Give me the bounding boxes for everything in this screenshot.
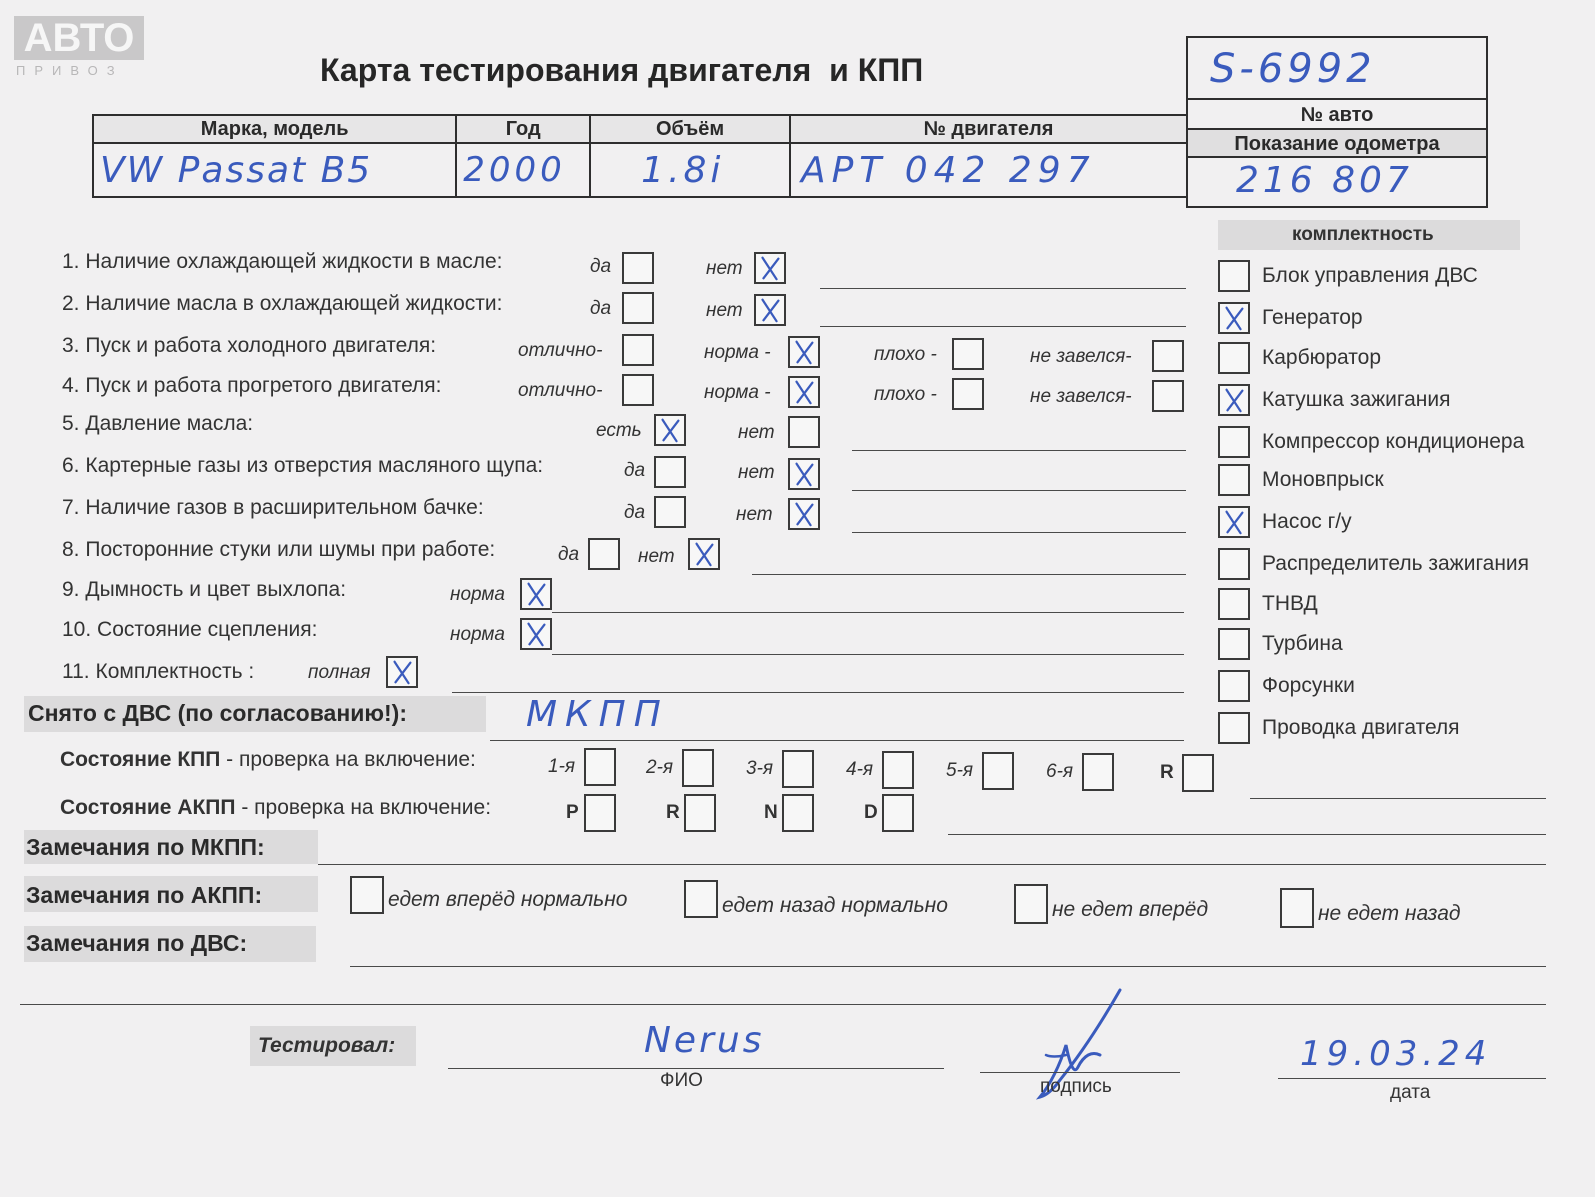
completeness-checkbox-11[interactable] xyxy=(1218,670,1250,702)
signature-line xyxy=(980,1072,1180,1073)
check-x-icon xyxy=(1220,304,1248,332)
completeness-item-label: Генератор xyxy=(1262,306,1363,329)
q3-opt-nostart-label: не завелся- xyxy=(1030,346,1132,367)
question-7: 7. Наличие газов в расширительном бачке: xyxy=(62,496,484,519)
akpp-notes-line xyxy=(948,834,1546,835)
check-x-icon xyxy=(790,338,818,366)
question-9: 9. Дымность и цвет выхлопа: xyxy=(62,578,347,601)
akpp-gear-checkbox[interactable] xyxy=(684,794,716,832)
completeness-checkbox-5[interactable] xyxy=(1218,426,1250,458)
remarks-dvs-label: Замечания по ДВС: xyxy=(26,930,248,956)
q8-opt-no-label: нет xyxy=(638,546,675,567)
completeness-title: комплектность xyxy=(1292,224,1434,245)
q9-notes-line xyxy=(552,612,1184,613)
question-8: 8. Посторонние стуки или шумы при работе: xyxy=(62,538,496,561)
question-10: 10. Состояние сцепления: xyxy=(62,618,318,641)
value-engine-number: APT 042 297 xyxy=(800,149,1096,191)
q6-notes-line xyxy=(852,490,1186,491)
completeness-checkbox-6[interactable] xyxy=(1218,464,1250,496)
check-x-icon xyxy=(790,378,818,406)
removed-label: Снято с ДВС (по согласованию!): xyxy=(28,700,407,726)
akpp-no-forward-checkbox[interactable] xyxy=(1014,884,1048,924)
kpp-gear-checkbox[interactable] xyxy=(782,750,814,788)
kpp-gear-checkbox[interactable] xyxy=(584,748,616,786)
question-1: 1. Наличие охлаждающей жидкости в масле: xyxy=(62,250,503,273)
q2-no-checkbox[interactable] xyxy=(754,294,786,326)
q1-notes-line xyxy=(820,288,1186,289)
akpp-gear-checkbox[interactable] xyxy=(882,794,914,832)
kpp-notes-line xyxy=(1250,798,1546,799)
q4-opt-bad-label: плохо - xyxy=(874,384,937,405)
q6-opt-yes-label: да xyxy=(624,460,646,481)
q10-opt-normal-label: норма xyxy=(450,624,505,645)
date-caption: дата xyxy=(1390,1082,1431,1103)
q7-no-checkbox[interactable] xyxy=(788,498,820,530)
q2-opt-yes-label: да xyxy=(590,298,612,319)
check-x-icon xyxy=(1220,508,1248,536)
tester-name: Nerus xyxy=(644,1020,765,1061)
completeness-item-label: Турбина xyxy=(1262,632,1343,655)
check-x-icon xyxy=(1220,386,1248,414)
remarks-dvs-line-2 xyxy=(20,1004,1546,1005)
q8-opt-yes-label: да xyxy=(558,544,580,565)
kpp-gear-checkbox[interactable] xyxy=(1082,753,1114,791)
completeness-checkbox-7[interactable] xyxy=(1218,506,1250,538)
q4-nostart-checkbox[interactable] xyxy=(1152,380,1184,412)
akpp-gear-label: P xyxy=(566,802,579,823)
q4-normal-checkbox[interactable] xyxy=(788,376,820,408)
completeness-item-label: Насос г/у xyxy=(1262,510,1352,533)
check-x-icon xyxy=(522,620,550,648)
logo xyxy=(14,16,146,76)
test-date: 19.03.24 xyxy=(1300,1034,1492,1074)
kpp-gear-label: R xyxy=(1160,762,1174,783)
check-x-icon xyxy=(790,460,818,488)
check-x-icon xyxy=(522,580,550,608)
q2-yes-checkbox[interactable] xyxy=(622,292,654,324)
q4-bad-checkbox[interactable] xyxy=(952,378,984,410)
akpp-no-back-label: не едет назад xyxy=(1318,902,1461,925)
check-x-icon xyxy=(756,296,784,324)
q3-normal-checkbox[interactable] xyxy=(788,336,820,368)
q4-excellent-checkbox[interactable] xyxy=(622,374,654,406)
question-3: 3. Пуск и работа холодного двигателя: xyxy=(62,334,437,357)
q8-yes-checkbox[interactable] xyxy=(588,538,620,570)
check-x-icon xyxy=(690,540,718,568)
completeness-item-label: Форсунки xyxy=(1262,674,1355,697)
completeness-item-label: Катушка зажигания xyxy=(1262,388,1451,411)
completeness-checkbox-2[interactable] xyxy=(1218,302,1250,334)
check-x-icon xyxy=(756,254,784,282)
q3-opt-normal-label: норма - xyxy=(704,342,771,363)
check-x-icon xyxy=(388,658,416,686)
q7-notes-line xyxy=(852,532,1186,533)
kpp-gear-checkbox[interactable] xyxy=(682,749,714,787)
completeness-item-label: ТНВД xyxy=(1262,592,1318,615)
completeness-checkbox-8[interactable] xyxy=(1218,548,1250,580)
akpp-gear-label: D xyxy=(864,802,878,823)
completeness-item-label: Проводка двигателя xyxy=(1262,716,1460,739)
car-number-value: S-6992 xyxy=(1210,46,1376,92)
q6-opt-no-label: нет xyxy=(738,462,775,483)
q3-bad-checkbox[interactable] xyxy=(952,338,984,370)
col-volume: Объём xyxy=(590,115,790,143)
kpp-gear-label: 5-я xyxy=(946,760,974,781)
completeness-checkbox-1[interactable] xyxy=(1218,260,1250,292)
completeness-checkbox-10[interactable] xyxy=(1218,628,1250,660)
completeness-item-label: Блок управления ДВС xyxy=(1262,264,1478,287)
akpp-gear-label: R xyxy=(666,802,680,823)
q11-opt-full-label: полная xyxy=(308,662,371,683)
q1-opt-yes-label: да xyxy=(590,256,612,277)
q11-notes-line xyxy=(452,692,1184,693)
completeness-item-label: Распределитель зажигания xyxy=(1262,552,1530,575)
akpp-gear-label: N xyxy=(764,802,778,823)
akpp-gear-checkbox[interactable] xyxy=(782,794,814,832)
value-make-model: VW Passat B5 xyxy=(100,149,373,191)
kpp-gear-label: 3-я xyxy=(746,758,774,779)
q7-yes-checkbox[interactable] xyxy=(654,496,686,528)
kpp-gear-label: 1-я xyxy=(548,756,576,777)
page-title: Карта тестирования двигателя и КПП xyxy=(320,52,924,88)
remarks-mkpp-label: Замечания по МКПП: xyxy=(26,834,265,860)
akpp-forward-ok-label: едет вперёд нормально xyxy=(388,888,628,911)
value-year: 2000 xyxy=(463,150,566,190)
q5-yes-checkbox[interactable] xyxy=(654,414,686,446)
completeness-item-label: Компрессор кондиционера xyxy=(1262,430,1525,453)
remarks-dvs-line-1 xyxy=(350,966,1546,967)
q1-opt-no-label: нет xyxy=(706,258,743,279)
q7-opt-no-label: нет xyxy=(736,504,773,525)
signature-caption: подпись xyxy=(1040,1076,1112,1097)
q3-excellent-checkbox[interactable] xyxy=(622,334,654,366)
odometer-label: Показание одометра xyxy=(1188,128,1486,158)
removed-line xyxy=(490,740,1184,741)
q9-opt-normal-label: норма xyxy=(450,584,505,605)
check-x-icon xyxy=(790,500,818,528)
q5-opt-yes-label: есть xyxy=(596,420,642,441)
col-year: Год xyxy=(456,115,590,143)
removed-value: МКПП xyxy=(526,694,669,735)
q8-no-checkbox[interactable] xyxy=(688,538,720,570)
completeness-checkbox-3[interactable] xyxy=(1218,342,1250,374)
question-6: 6. Картерные газы из отверстия масляного щупа: xyxy=(62,454,544,477)
tested-label: Тестировал: xyxy=(258,1034,396,1057)
question-2: 2. Наличие масла в охлаждающей жидкости: xyxy=(62,292,503,315)
car-number-box xyxy=(1186,36,1488,208)
q4-opt-nostart-label: не завелся- xyxy=(1030,386,1132,407)
q6-no-checkbox[interactable] xyxy=(788,458,820,490)
question-4: 4. Пуск и работа прогретого двигателя: xyxy=(62,374,442,397)
logo-sub: ПРИВОЗ xyxy=(16,63,124,78)
q3-opt-excellent-label: отлично- xyxy=(518,340,603,361)
q10-notes-line xyxy=(552,654,1184,655)
q3-nostart-checkbox[interactable] xyxy=(1152,340,1184,372)
akpp-no-forward-label: не едет вперёд xyxy=(1052,898,1209,921)
car-number-label: № авто xyxy=(1188,98,1486,128)
q10-normal-checkbox[interactable] xyxy=(520,618,552,650)
vehicle-info-table xyxy=(92,114,1188,198)
kpp-gear-label: 2-я xyxy=(646,757,674,778)
q1-no-checkbox[interactable] xyxy=(754,252,786,284)
completeness-checkbox-12[interactable] xyxy=(1218,712,1250,744)
kpp-gear-checkbox[interactable] xyxy=(982,752,1014,790)
akpp-gear-checkbox[interactable] xyxy=(584,794,616,832)
value-volume: 1.8i xyxy=(641,149,725,191)
completeness-item-label: Моновпрыск xyxy=(1262,468,1384,491)
q4-opt-normal-label: норма - xyxy=(704,382,771,403)
q3-opt-bad-label: плохо - xyxy=(874,344,937,365)
akpp-back-ok-checkbox[interactable] xyxy=(684,880,718,918)
q5-opt-no-label: нет xyxy=(738,422,775,443)
q5-no-checkbox[interactable] xyxy=(788,416,820,448)
question-11: 11. Комплектность : xyxy=(62,660,255,683)
akpp-label: Состояние АКПП - проверка на включение: xyxy=(60,796,492,819)
q4-opt-excellent-label: отлично- xyxy=(518,380,603,401)
name-line xyxy=(448,1068,944,1069)
name-caption: ФИО xyxy=(660,1070,703,1091)
odometer-value: 216 807 xyxy=(1236,160,1413,201)
kpp-gear-checkbox[interactable] xyxy=(1182,754,1214,792)
logo-main: АВТО xyxy=(14,16,144,60)
akpp-no-back-checkbox[interactable] xyxy=(1280,888,1314,928)
date-line xyxy=(1278,1078,1546,1079)
col-engine-number: № двигателя xyxy=(790,115,1187,143)
akpp-back-ok-label: едет назад нормально xyxy=(722,894,948,917)
q5-notes-line xyxy=(852,450,1186,451)
akpp-forward-ok-checkbox[interactable] xyxy=(350,876,384,914)
q7-opt-yes-label: да xyxy=(624,502,646,523)
remarks-mkpp-line xyxy=(318,864,1546,865)
kpp-gear-label: 6-я xyxy=(1046,761,1074,782)
kpp-gear-checkbox[interactable] xyxy=(882,751,914,789)
question-5: 5. Давление масла: xyxy=(62,412,254,435)
completeness-item-label: Карбюратор xyxy=(1262,346,1382,369)
col-make-model: Марка, модель xyxy=(93,115,456,143)
check-x-icon xyxy=(656,416,684,444)
q8-notes-line xyxy=(752,574,1186,575)
q2-opt-no-label: нет xyxy=(706,300,743,321)
kpp-label: Состояние КПП - проверка на включение: xyxy=(60,748,476,771)
q9-normal-checkbox[interactable] xyxy=(520,578,552,610)
q11-full-checkbox[interactable] xyxy=(386,656,418,688)
q6-yes-checkbox[interactable] xyxy=(654,456,686,488)
kpp-gear-label: 4-я xyxy=(846,759,874,780)
q1-yes-checkbox[interactable] xyxy=(622,252,654,284)
completeness-checkbox-9[interactable] xyxy=(1218,588,1250,620)
q2-notes-line xyxy=(820,326,1186,327)
remarks-akpp-label: Замечания по АКПП: xyxy=(26,882,263,908)
completeness-checkbox-4[interactable] xyxy=(1218,384,1250,416)
